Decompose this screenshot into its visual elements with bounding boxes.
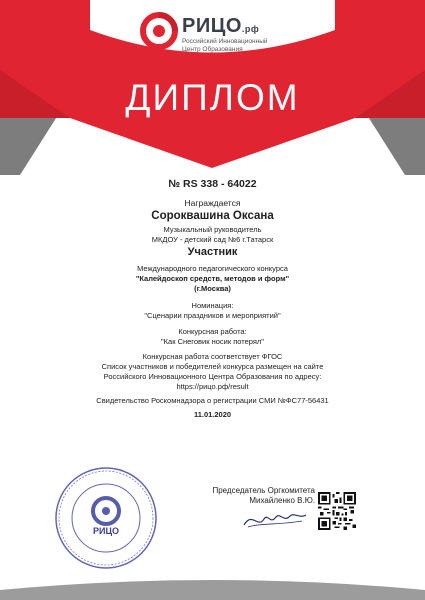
chairman-title: Председатель Оргкомитета xyxy=(212,486,315,495)
logo-suffix: .рф xyxy=(241,24,260,34)
work-label: Конкурсная работа: xyxy=(178,327,247,336)
right-wing-shadow xyxy=(367,115,425,175)
list-note-line2: Российского Инновационного Центра Образования по адресу: xyxy=(103,372,322,381)
contest-line: Международного педагогического конкурса xyxy=(137,264,288,273)
license-text: Свидетельство Роскомнадзора о регистрации СМИ №ФС77-56431 xyxy=(96,396,329,405)
participant-role: Участник xyxy=(187,246,238,258)
logo-name-text: РИЦО xyxy=(182,15,242,37)
logo-subtitle xyxy=(182,38,268,54)
registration-number: № RS 338 - 64022 xyxy=(168,178,257,190)
logo-subtitle-line1: Российский Инновационный xyxy=(182,38,268,45)
logo-subtitle-line2: Центр Образования xyxy=(182,46,243,53)
contest-city: (г.Москва) xyxy=(194,284,231,293)
stamp-text: РИЦО xyxy=(92,526,120,536)
diploma-title: ДИПЛОМ xyxy=(125,77,300,118)
logo-mark-icon xyxy=(140,12,178,50)
recipient-organization: МКДОУ - детский сад №6 г.Татарск xyxy=(151,235,274,244)
list-note-line1: Список участников и победителей конкурса размещен на сайте xyxy=(101,362,324,371)
recipient-name: Сороквашина Оксана xyxy=(151,210,274,222)
recipient-position: Музыкальный руководитель xyxy=(163,225,262,234)
stamp-seal-icon xyxy=(54,466,158,570)
chairman-name: Михайленко В.Ю. xyxy=(249,496,315,505)
contest-name: "Калейдоскоп средств, методов и форм" xyxy=(135,274,290,283)
official-stamp xyxy=(54,466,158,570)
awarded-label: Награждается xyxy=(184,198,241,208)
signature-icon xyxy=(240,507,310,533)
issue-date: 11.01.2020 xyxy=(193,410,232,419)
fgos-note: Конкурсная работа соответствует ФГОС xyxy=(142,352,283,361)
footer-wave xyxy=(0,580,425,600)
rico-logo xyxy=(140,12,300,58)
left-wing-shadow xyxy=(0,115,58,175)
nomination-label: Номинация: xyxy=(191,301,234,310)
nomination-value: "Сценарии праздников и мероприятий" xyxy=(144,311,281,320)
results-url[interactable]: https://рицо.рф/result xyxy=(176,382,249,391)
logo-name xyxy=(182,15,259,38)
chairman-block xyxy=(185,486,315,506)
qr-code-icon[interactable] xyxy=(318,492,356,530)
work-value: "Как Снеговик носик потерял" xyxy=(161,337,264,346)
